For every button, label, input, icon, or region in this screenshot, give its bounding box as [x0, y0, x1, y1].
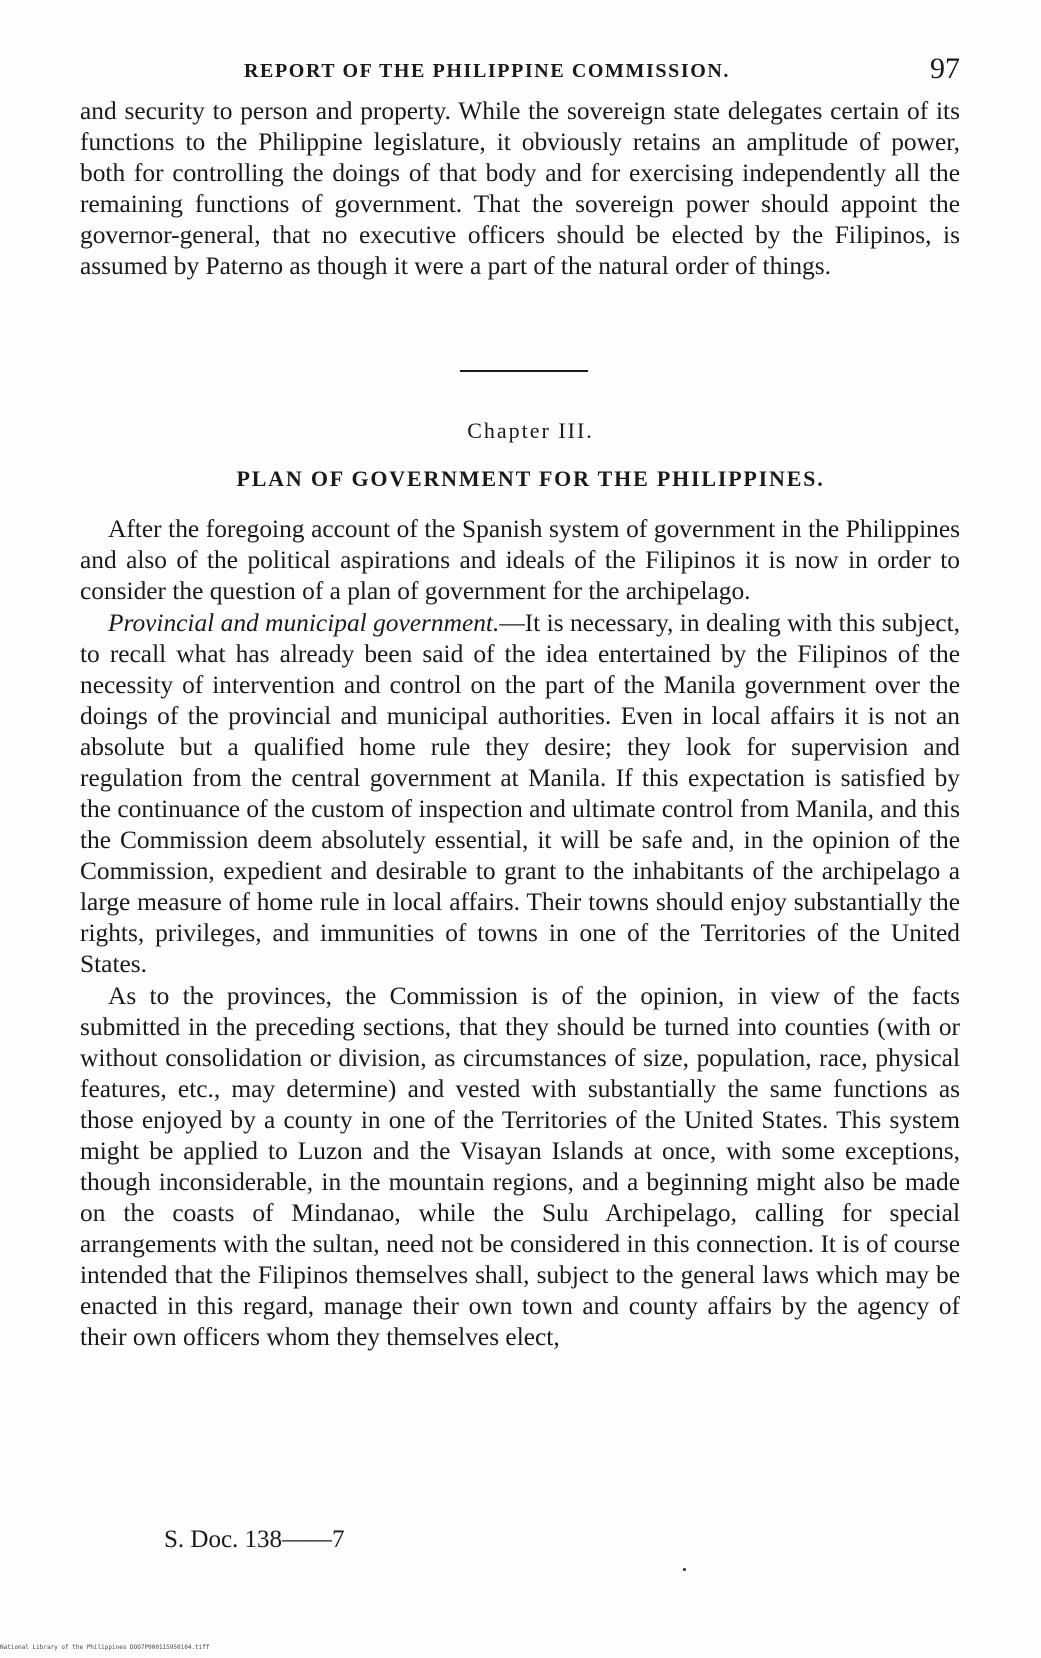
chapter-title: PLAN OF GOVERNMENT FOR THE PHILIPPINES. [236, 466, 825, 491]
signature-mark: S. Doc. 138——7 [164, 1526, 345, 1553]
scan-footer: National Library of the Philippines DOO7P000115950104.tiff [0, 1644, 210, 1651]
chapter-body [80, 514, 960, 1353]
running-head [80, 52, 960, 92]
paragraph-intro: After the foregoing account of the Spanish system of government in the Philippines and also of the political aspirations and ideals of the Filipinos it is now in order to consider the question of a plan of government for the archipelago. [80, 515, 960, 605]
running-title: REPORT OF THE PHILIPPINE COMMISSION. [244, 60, 731, 82]
paragraph-provinces: As to the provinces, the Commission is of the opinion, in view of the facts submitted in the preceding sections, that they should be turned into counties (with or without consolidation or division, as circumstances of size, population, race, physical features, etc., may determine) and vested with substantially the same functions as those enjoyed by a county in one of the Territories of the United States. This system might be applied to Luzon and the Visayan Islands at once, with some exceptions, though inconsiderable, in the mountain regions, and a beginning might also be made on the coasts of Mindanao, while the Sulu Archipelago, calling for special arrangements with the sultan, need not be considered in this connection. It is of course intended that the Filipinos themselves shall, subject to the general laws which may be enacted in this regard, manage their own town and county affairs by the agency of their own officers whom they themselves elect, [80, 982, 960, 1351]
carryover-paragraph: and security to person and property. While the sovereign state delegates certain of its functions to the Philippine legislature, it obviously retains an amplitude of power, both for controlling the doings of that body and for exercising independently all the remaining functions of government. That the sovereign power should appoint the governor-general, that no executive officers should be elected by the Filipinos, is assumed by Paterno as though it were a part of the natural order of things. [80, 97, 960, 280]
page-number: 97 [930, 52, 960, 85]
ink-speck [683, 1568, 686, 1571]
section-divider-rule [460, 370, 588, 372]
chapter-number: Chapter III. [467, 418, 594, 443]
provincial-sidehead: Provincial and municipal government. [108, 609, 500, 637]
paragraph-provincial [80, 608, 960, 980]
provincial-text: —It is necessary, in dealing with this subject, to recall what has already been said of the idea entertained by the Filipinos of the necessity of intervention and control on the part of the Manila government over the doings of the provincial and municipal authorities. Even in local affairs it is not an absolute but a qualified home rule they desire; they look for supervision and regulation from the central government at Manila. If this expectation is satisfied by the continuance of the custom of inspection and ultimate control from Manila, and this the Commission deem absolutely essential, it will be safe and, in the opinion of the Commission, expedient and desirable to grant to the inhabitants of the archipelago a large measure of home rule in local affairs. Their towns should enjoy substantially the rights, privileges, and immunities of towns in one of the Territories of the United States. [80, 609, 961, 978]
